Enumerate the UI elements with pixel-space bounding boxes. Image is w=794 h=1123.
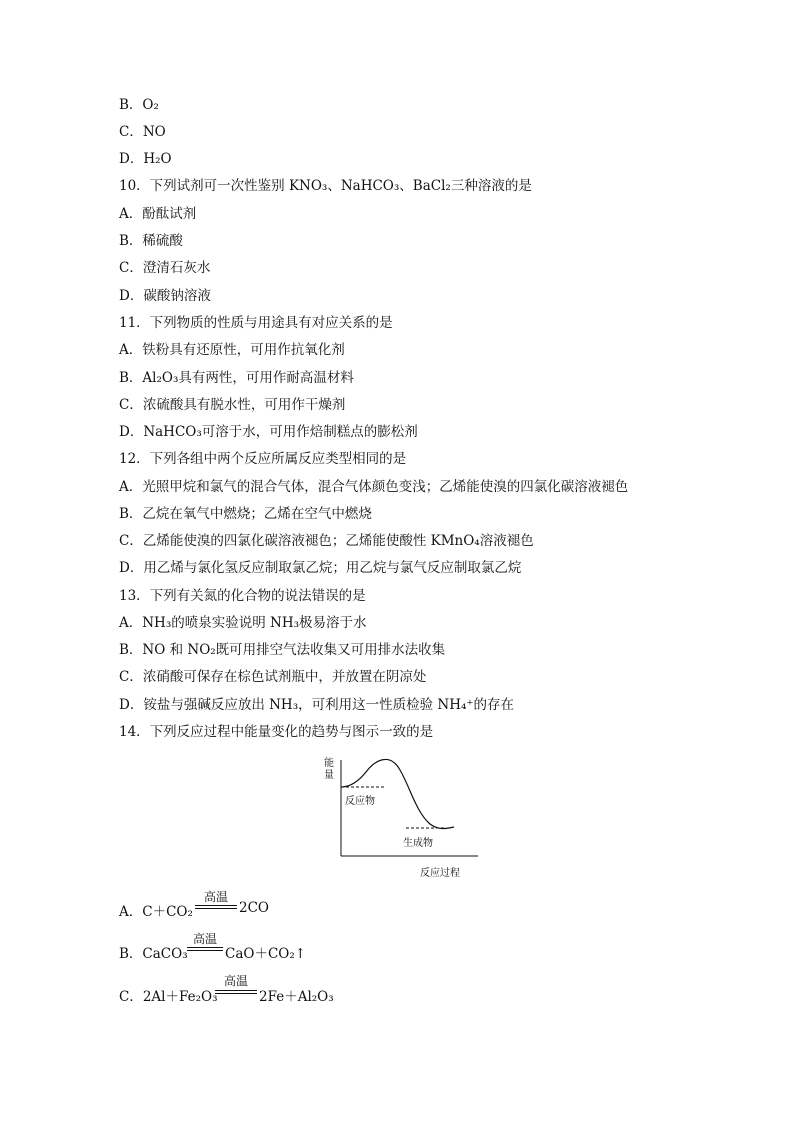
q10-option-b: B．稀硫酸 xyxy=(119,233,183,249)
option-b-equation xyxy=(119,933,419,963)
energy-diagram xyxy=(320,752,480,880)
q12-option-c: C．乙烯能使溴的四氯化碳溶液褪色；乙烯能使酸性 KMnO₄溶液褪色 xyxy=(119,533,534,549)
option-c-equation xyxy=(119,976,439,1006)
q11-option-b: B．Al₂O₃具有两性，可用作耐高温材料 xyxy=(119,370,354,386)
energy-curve xyxy=(341,759,454,828)
q12-option-b: B．乙烷在氧气中燃烧；乙烯在空气中燃烧 xyxy=(119,506,372,522)
y-axis-label-1: 能 xyxy=(324,758,334,769)
eq-c-reactants: C．2Al＋Fe₂O₃ xyxy=(119,989,218,1005)
eq-c-equals-sign xyxy=(215,990,257,994)
q10-option-a: A．酚酞试剂 xyxy=(119,206,197,222)
y-axis-label-2: 量 xyxy=(324,770,334,781)
q11-option-c: C．浓硫酸具有脱水性，可用作干燥剂 xyxy=(119,397,346,413)
q12-option-a: A．光照甲烷和氯气的混合气体，混合气体颜色变浅；乙烯能使溴的四氯化碳溶液褪色 xyxy=(119,479,629,495)
eq-b-products: CaO＋CO₂↑ xyxy=(225,946,307,962)
question-14: 14．下列反应过程中能量变化的趋势与图示一致的是 xyxy=(119,724,434,740)
eq-a-equals-sign xyxy=(195,905,237,909)
option-b-o2: B．O₂ xyxy=(119,97,159,113)
eq-b-condition: 高温 xyxy=(192,932,217,946)
eq-b-equals-sign xyxy=(187,947,223,951)
eq-a-reactants: A．C＋CO₂ xyxy=(119,904,193,920)
option-c-no: C．NO xyxy=(119,124,166,140)
q10-option-d: D．碳酸钠溶液 xyxy=(119,288,211,304)
product-label: 生成物 xyxy=(403,838,433,849)
option-d-h2o: D．H₂O xyxy=(119,151,172,167)
eq-b-reactants: B．CaCO₃ xyxy=(119,946,188,962)
question-10: 10．下列试剂可一次性鉴别 KNO₃、NaHCO₃、BaCl₂三种溶液的是 xyxy=(119,178,532,194)
q12-option-d: D．用乙烯与氯化氢反应制取氯乙烷；用乙烷与氯气反应制取氯乙烷 xyxy=(119,560,522,576)
q13-option-c: C．浓硝酸可保存在棕色试剂瓶中，并放置在阴凉处 xyxy=(119,669,427,685)
question-13: 13．下列有关氮的化合物的说法错误的是 xyxy=(119,588,366,604)
eq-a-products: 2CO xyxy=(239,900,269,916)
q13-option-b: B．NO 和 NO₂既可用排空气法收集又可用排水法收集 xyxy=(119,642,446,658)
option-a-equation xyxy=(119,892,419,922)
eq-c-products: 2Fe＋Al₂O₃ xyxy=(259,989,334,1005)
eq-c-condition: 高温 xyxy=(223,974,248,988)
x-axis-label: 反应过程 xyxy=(420,868,460,879)
q13-option-a: A．NH₃的喷泉实验说明 NH₃极易溶于水 xyxy=(119,615,367,631)
question-12: 12．下列各组中两个反应所属反应类型相同的是 xyxy=(119,451,407,467)
q11-option-d: D．NaHCO₃可溶于水，可用作焙制糕点的膨松剂 xyxy=(119,424,418,440)
question-11: 11．下列物质的性质与用途具有对应关系的是 xyxy=(119,315,393,331)
q11-option-a: A．铁粉具有还原性，可用作抗氧化剂 xyxy=(119,342,345,358)
reactant-label: 反应物 xyxy=(345,796,375,807)
q10-option-c: C．澄清石灰水 xyxy=(119,260,211,276)
eq-a-condition: 高温 xyxy=(203,890,228,904)
q13-option-d: D．铵盐与强碱反应放出 NH₃，可利用这一性质检验 NH₄⁺的存在 xyxy=(119,697,515,713)
